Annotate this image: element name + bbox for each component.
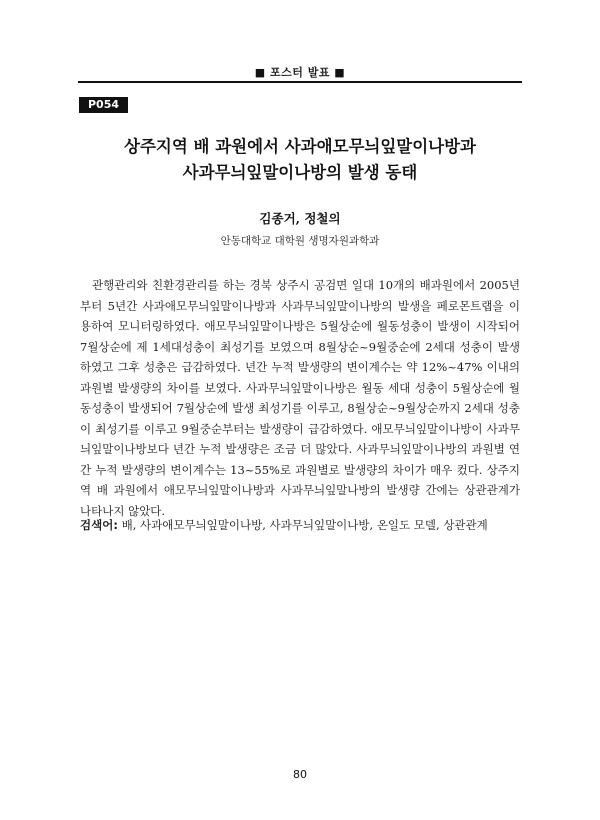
header-divider <box>78 81 522 83</box>
paper-id-badge: P054 <box>79 97 128 113</box>
keywords-list: 배, 사과애모무늬잎말이나방, 사과무늬잎말이나방, 온일도 모델, 상관관계 <box>121 518 488 532</box>
abstract-text: 관행관리와 친환경관리를 하는 경북 상주시 공검면 일대 10개의 배과원에서 2005년부터 5년간 사과애모무늬잎말이나방과 사과무늬잎말이나방의 발생을 페로몬트랩을 이용하여 모니터링하였다. 애모무늬잎말이나방은 5월상순에 월동성충이 발생이 시작되어 7월상순에 제 1세대성충이 최성기를 보였으며 8월상순~9월중순에 2세대 성충이 발생하였고 그후 성충은 급감하였다. 년간 누적 발생량의 변이계수는 약 12%~47% 이내의 과원별 발생량의 차이를 보였다. 사과무늬잎말이나방은 월동 세대 성충이 5월상순에 월동성충이 발생되어 7월상순에 발생 최성기를 이루고, 8월상순~9월상순까지 2세대 성충이 최성기를 이루고 9월중순부터는 발생량이 급감하였다. 애모무늬잎말이나방이 사과무늬잎말이나방보다 년간 누적 발생량은 조금 더 많았다. 사과무늬잎말이나방의 과원별 연간 누적 발생량의 변이계수는 13~55%로 과원별로 발생량의 차이가 매우 컸다. 상주지역 배 과원에서 애모무늬잎말이나방과 사과무늬잎말나방의 발생량 간에는 상관관계가 나타나지 않았다. <box>80 278 520 518</box>
keywords <box>80 515 530 535</box>
authors: 김종거, 정철의 <box>259 211 341 226</box>
title-line-2: 사과무늬잎말이나방의 발생 동태 <box>182 163 418 182</box>
page-number: 80 <box>293 768 307 781</box>
section-header: ■ 포스터 발표 ■ <box>254 66 346 79</box>
affiliation: 안동대학교 대학원 생명자원과학과 <box>220 235 380 247</box>
title-line-1: 상주지역 배 과원에서 사과애모무늬잎말이나방과 <box>124 137 476 156</box>
keywords-label: 검색어: <box>80 518 118 532</box>
paper-title <box>80 134 520 186</box>
